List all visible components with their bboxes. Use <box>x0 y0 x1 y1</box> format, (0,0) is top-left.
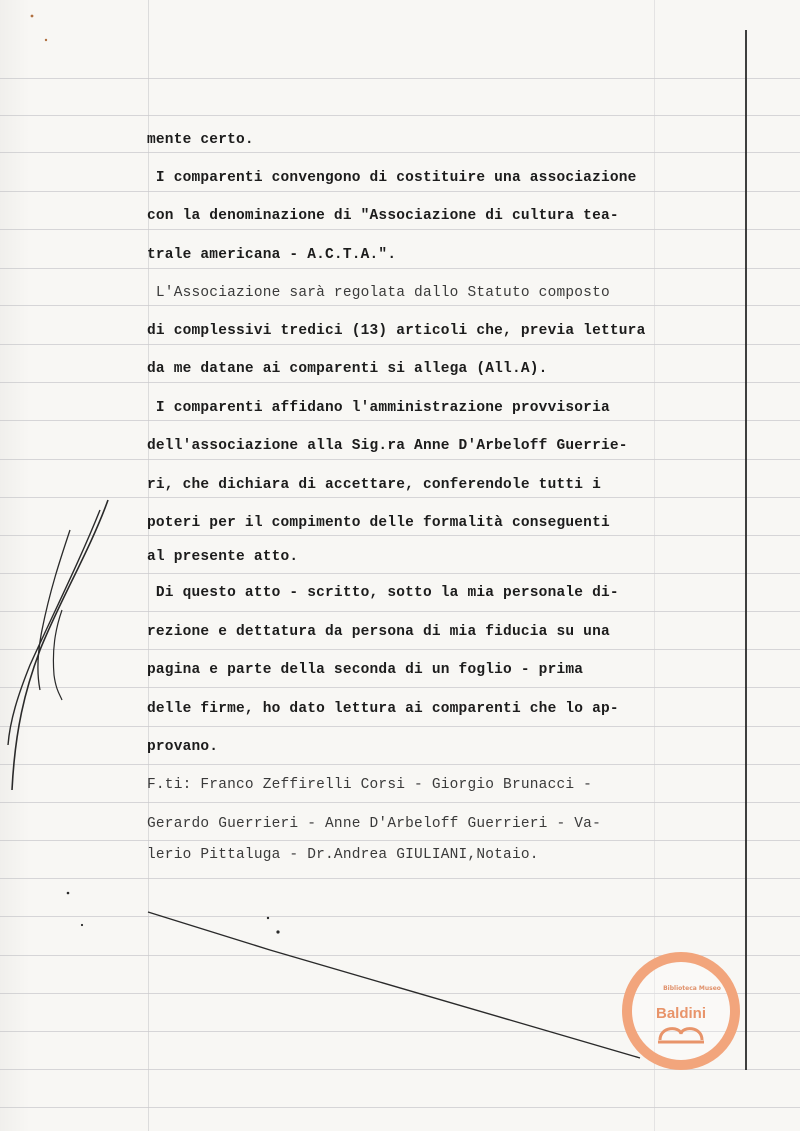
ruled-line <box>0 268 800 269</box>
text-line: F.ti: Franco Zeffirelli Corsi - Giorgio Brunacci - <box>147 777 593 793</box>
ruled-line <box>0 191 800 192</box>
ruled-line <box>0 916 800 917</box>
library-stamp <box>622 952 740 1070</box>
text-line: da me datane ai comparenti si allega (All.A). <box>147 361 548 377</box>
text-line: I comparenti convengono di costituire una associazione <box>147 170 637 186</box>
stamp-top-text: Biblioteca Museo <box>663 985 721 992</box>
stamp-graphic <box>632 962 730 1060</box>
ruled-line <box>0 382 800 383</box>
text-line: lerio Pittaluga - Dr.Andrea GIULIANI,Notaio. <box>147 847 539 863</box>
text-line: pagina e parte della seconda di un foglio - prima <box>147 662 584 678</box>
ruled-line <box>0 420 800 421</box>
text-line: provano. <box>147 739 219 755</box>
text-line: L'Associazione sarà regolata dallo Statuto composto <box>147 285 610 301</box>
text-line: rezione e dettatura da persona di mia fiducia su una <box>147 624 610 640</box>
text-line: con la denominazione di "Associazione di cultura tea- <box>147 208 619 224</box>
text-line: Di questo atto - scritto, sotto la mia personale di- <box>147 585 619 601</box>
ruled-line <box>0 115 800 116</box>
ruled-line <box>0 78 800 79</box>
ruled-line <box>0 1107 800 1108</box>
text-line: di complessivi tredici (13) articoli che, previa lettura <box>147 323 646 339</box>
text-line: Gerardo Guerrieri - Anne D'Arbeloff Guerrieri - Va- <box>147 816 601 832</box>
stamp-main-text: Baldini <box>655 1005 707 1022</box>
text-line: delle firme, ho dato lettura ai comparenti che lo ap- <box>147 701 619 717</box>
ruled-line <box>0 344 800 345</box>
ruled-line <box>0 878 800 879</box>
ruled-line <box>0 840 800 841</box>
right-border-line <box>745 30 747 1070</box>
text-line: mente certo. <box>147 132 254 148</box>
ruled-line <box>0 229 800 230</box>
text-line: al presente atto. <box>147 549 299 565</box>
text-line: poteri per il compimento delle formalità conseguenti <box>147 515 610 531</box>
ruled-line <box>0 305 800 306</box>
ruled-line <box>0 459 800 460</box>
text-line: I comparenti affidano l'amministrazione provvisoria <box>147 400 610 416</box>
handwritten-signature-mark <box>0 490 130 810</box>
text-line: ri, che dichiara di accettare, conferendole tutti i <box>147 477 601 493</box>
text-line: dell'associazione alla Sig.ra Anne D'Arbeloff Guerrie- <box>147 438 628 454</box>
ruled-line <box>0 152 800 153</box>
text-line: trale americana - A.C.T.A.". <box>147 247 397 263</box>
